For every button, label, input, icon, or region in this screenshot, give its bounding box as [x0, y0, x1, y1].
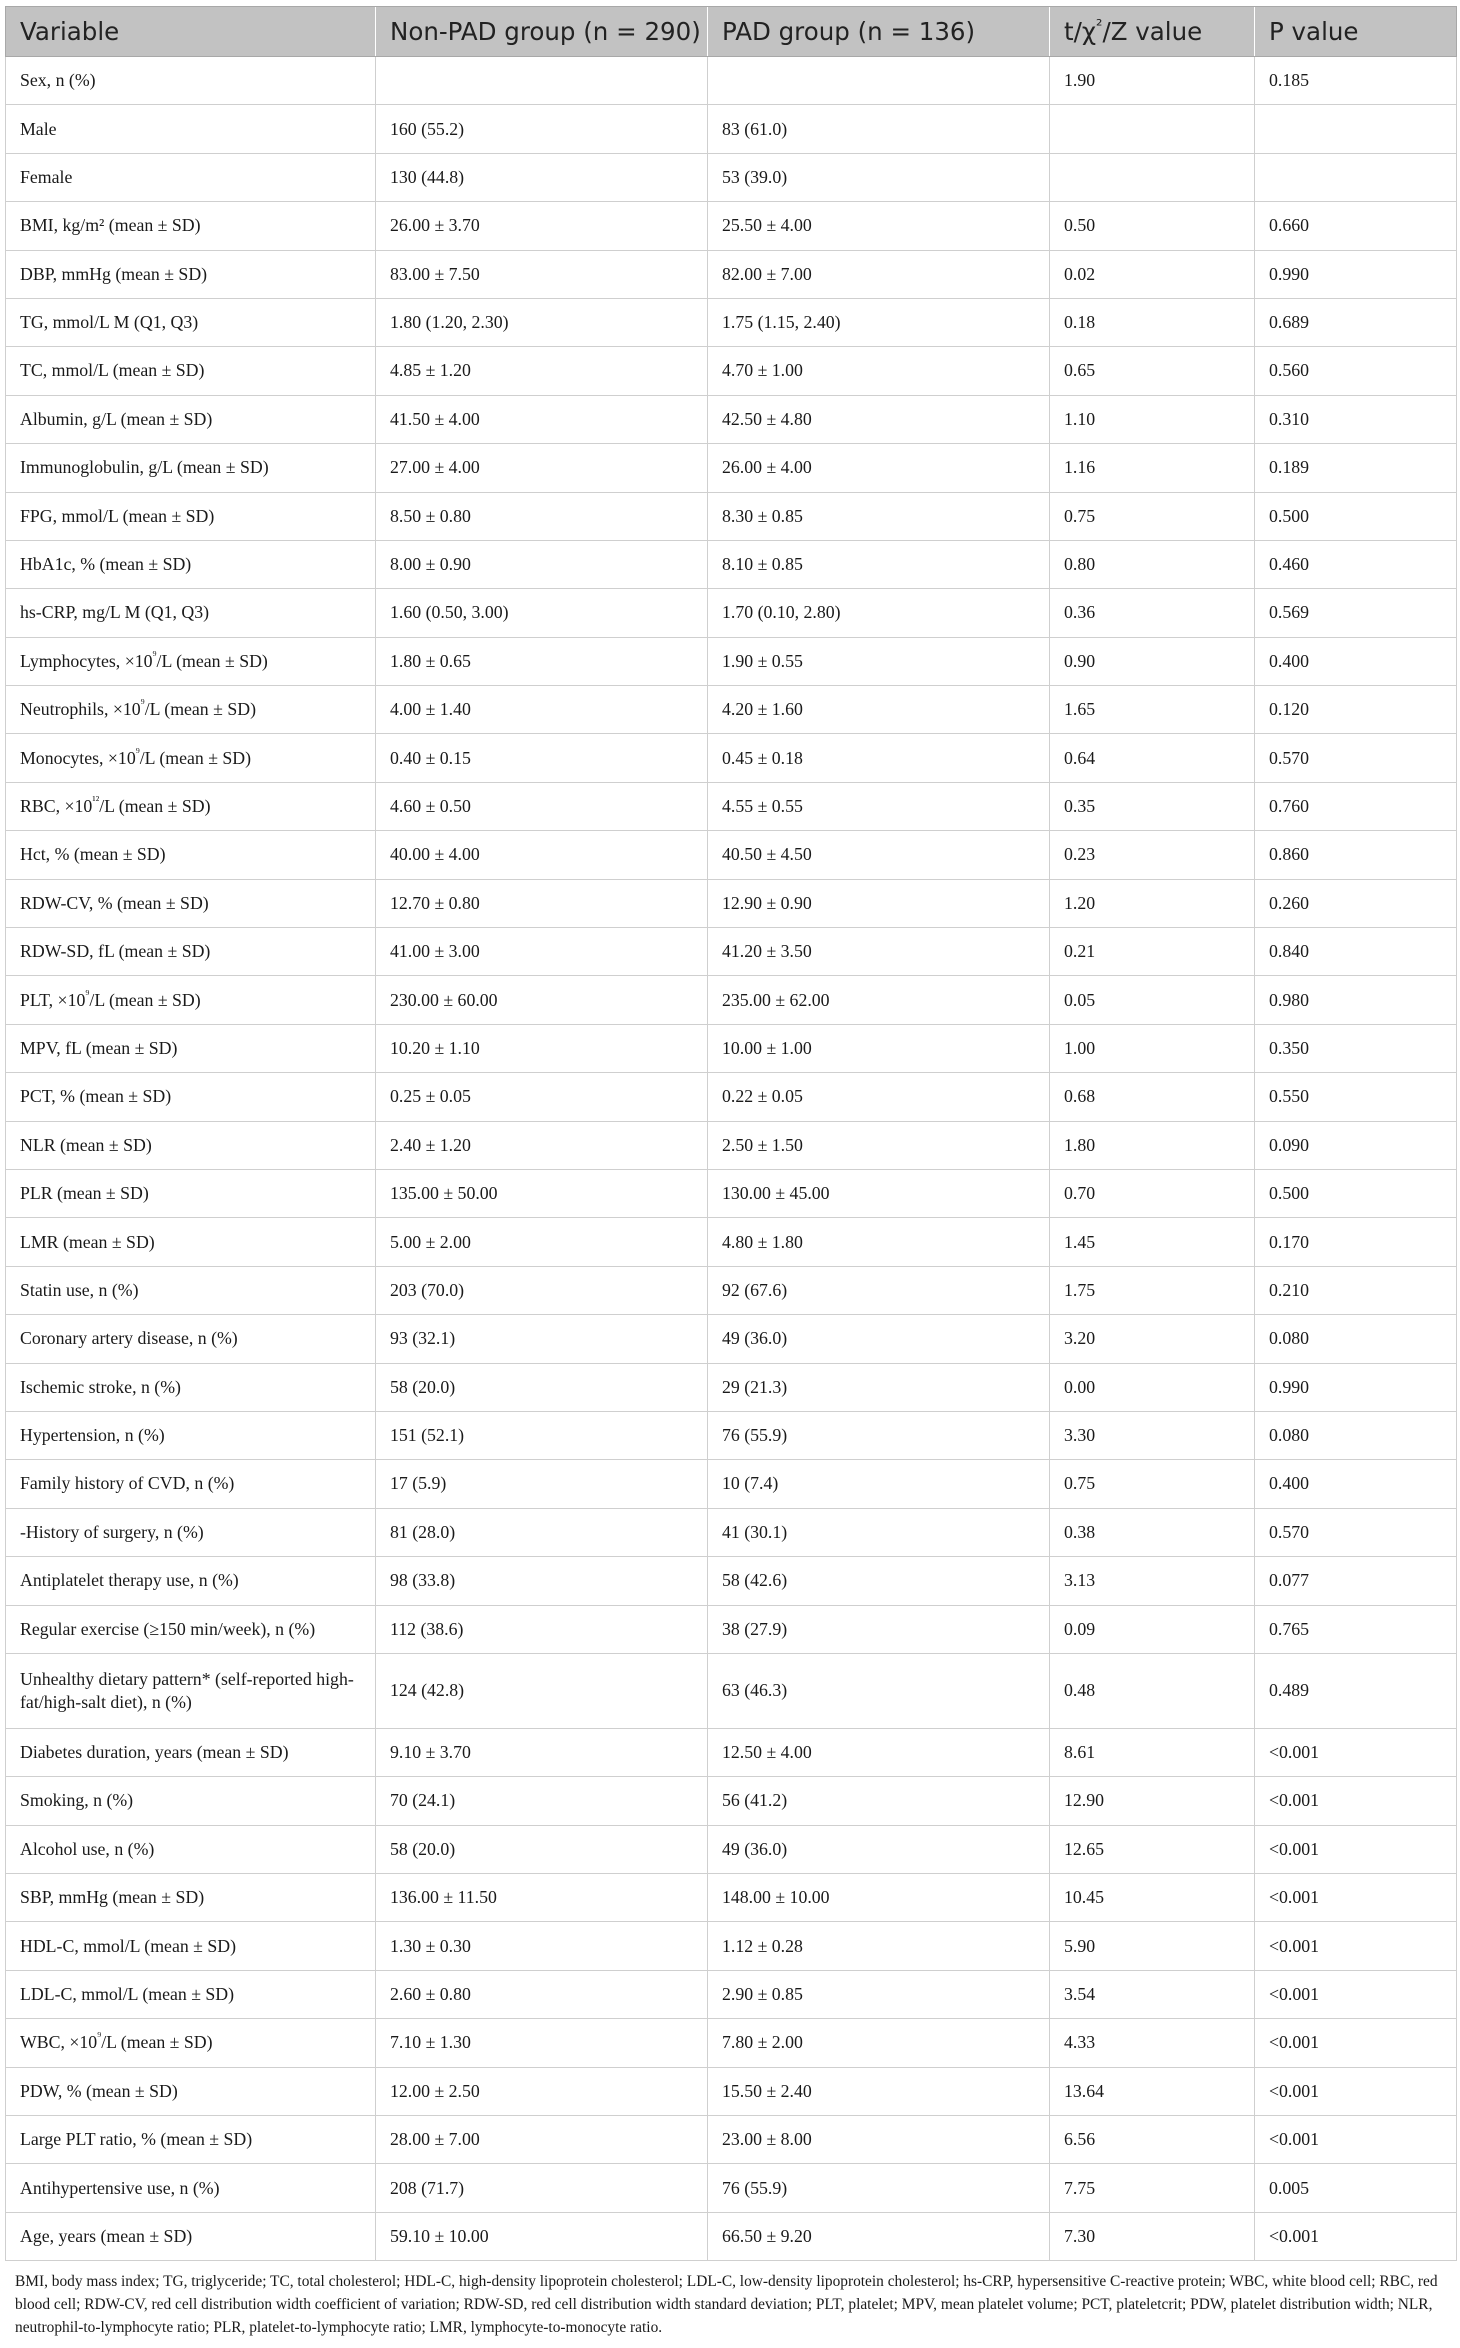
header-p-value: P value — [1255, 7, 1457, 57]
pad-value-cell — [708, 57, 1050, 105]
p-value-cell: 0.189 — [1255, 444, 1457, 492]
table-row — [6, 492, 1457, 540]
variable-cell: PLT, $\times 10^{^9}/L$ (mean ± SD) — [6, 976, 376, 1024]
variable-cell: Immunoglobulin, g/L (mean ± SD) — [6, 444, 376, 492]
pad-value-cell: 76 (55.9) — [708, 2164, 1050, 2212]
variable-cell: Alcohol use, n (%) — [6, 1825, 376, 1873]
table-row — [6, 105, 1457, 153]
table-row — [6, 782, 1457, 830]
pad-value-cell: 12.90 ± 0.90 — [708, 879, 1050, 927]
p-value-cell: 0.460 — [1255, 540, 1457, 588]
pad-value-cell: 1.70 (0.10, 2.80) — [708, 589, 1050, 637]
non-pad-value-cell: 93 (32.1) — [376, 1315, 708, 1363]
table-row — [6, 347, 1457, 395]
p-value-cell: 0.765 — [1255, 1605, 1457, 1653]
p-value-cell: 0.260 — [1255, 879, 1457, 927]
table-row — [6, 1218, 1457, 1266]
table-row — [6, 1825, 1457, 1873]
non-pad-value-cell: 1.30 ± 0.30 — [376, 1922, 708, 1970]
test-statistic-cell: 3.54 — [1050, 1970, 1255, 2018]
pad-value-cell: 76 (55.9) — [708, 1411, 1050, 1459]
p-value-cell: 0.560 — [1255, 347, 1457, 395]
p-value-cell: 0.077 — [1255, 1557, 1457, 1605]
p-value-cell: <0.001 — [1255, 1970, 1457, 2018]
non-pad-value-cell: 83.00 ± 7.50 — [376, 250, 708, 298]
variable-cell: SBP, mmHg (mean ± SD) — [6, 1874, 376, 1922]
variable-cell: Neutrophils, $\times 10^{^9}/L$ (mean ± SD) — [6, 686, 376, 734]
test-statistic-cell: 0.48 — [1050, 1653, 1255, 1728]
p-value-cell: 0.500 — [1255, 492, 1457, 540]
non-pad-value-cell: 230.00 ± 60.00 — [376, 976, 708, 1024]
p-value-cell: 0.090 — [1255, 1121, 1457, 1169]
p-value-cell: 0.170 — [1255, 1218, 1457, 1266]
p-value-cell: 0.120 — [1255, 686, 1457, 734]
non-pad-value-cell: 160 (55.2) — [376, 105, 708, 153]
header-test-statistic: $t/\chi^{^2}/Z$ value — [1050, 7, 1255, 57]
non-pad-value-cell: 28.00 ± 7.00 — [376, 2116, 708, 2164]
non-pad-value-cell: 70 (24.1) — [376, 1777, 708, 1825]
variable-cell: MPV, fL (mean ± SD) — [6, 1024, 376, 1072]
table-row — [6, 1777, 1457, 1825]
test-statistic-cell: 0.70 — [1050, 1169, 1255, 1217]
variable-cell: Monocytes, $\times 10^{^9}/L$ (mean ± SD) — [6, 734, 376, 782]
variable-cell: Large PLT ratio, % (mean ± SD) — [6, 2116, 376, 2164]
p-value-cell — [1255, 105, 1457, 153]
p-value-cell: 0.990 — [1255, 1363, 1457, 1411]
table-row — [6, 1728, 1457, 1776]
pad-value-cell: 92 (67.6) — [708, 1266, 1050, 1314]
pad-value-cell: 56 (41.2) — [708, 1777, 1050, 1825]
p-value-cell: <0.001 — [1255, 2019, 1457, 2067]
non-pad-value-cell: 7.10 ± 1.30 — [376, 2019, 708, 2067]
variable-cell: BMI, kg/m² (mean ± SD) — [6, 202, 376, 250]
variable-cell: Coronary artery disease, n (%) — [6, 1315, 376, 1363]
test-statistic-cell: 1.75 — [1050, 1266, 1255, 1314]
document — [5, 6, 1456, 2339]
variable-cell: Diabetes duration, years (mean ± SD) — [6, 1728, 376, 1776]
pad-value-cell: 63 (46.3) — [708, 1653, 1050, 1728]
non-pad-value-cell: 5.00 ± 2.00 — [376, 1218, 708, 1266]
non-pad-value-cell: 1.80 ± 0.65 — [376, 637, 708, 685]
non-pad-value-cell: 130 (44.8) — [376, 153, 708, 201]
test-statistic-cell: 7.75 — [1050, 2164, 1255, 2212]
table-row — [6, 1411, 1457, 1459]
variable-cell: Lymphocytes, $\times 10^{^9}/L$ (mean ± SD) — [6, 637, 376, 685]
variable-cell: RDW-CV, % (mean ± SD) — [6, 879, 376, 927]
table-row — [6, 250, 1457, 298]
variable-cell: Albumin, g/L (mean ± SD) — [6, 395, 376, 443]
p-value-cell: <0.001 — [1255, 2212, 1457, 2260]
pad-value-cell: 8.30 ± 0.85 — [708, 492, 1050, 540]
test-statistic-cell: 1.16 — [1050, 444, 1255, 492]
non-pad-value-cell: 0.25 ± 0.05 — [376, 1073, 708, 1121]
test-statistic-cell: 1.65 — [1050, 686, 1255, 734]
test-statistic-cell: 1.80 — [1050, 1121, 1255, 1169]
variable-cell: RDW-SD, fL (mean ± SD) — [6, 928, 376, 976]
variable-cell: Hypertension, n (%) — [6, 1411, 376, 1459]
variable-cell: Smoking, n (%) — [6, 1777, 376, 1825]
non-pad-value-cell: 4.60 ± 0.50 — [376, 782, 708, 830]
test-statistic-cell: 13.64 — [1050, 2067, 1255, 2115]
table-row — [6, 202, 1457, 250]
p-value-cell: 0.080 — [1255, 1315, 1457, 1363]
variable-cell: Sex, n (%) — [6, 57, 376, 105]
variable-cell: hs-CRP, mg/L M (Q1, Q3) — [6, 589, 376, 637]
variable-cell: NLR (mean ± SD) — [6, 1121, 376, 1169]
non-pad-value-cell: 2.40 ± 1.20 — [376, 1121, 708, 1169]
table-row — [6, 686, 1457, 734]
table-row — [6, 637, 1457, 685]
non-pad-value-cell — [376, 57, 708, 105]
table-row — [6, 1508, 1457, 1556]
pad-value-cell: 53 (39.0) — [708, 153, 1050, 201]
pad-value-cell: 7.80 ± 2.00 — [708, 2019, 1050, 2067]
test-statistic-cell: 10.45 — [1050, 1874, 1255, 1922]
table-row — [6, 1315, 1457, 1363]
p-value-cell: 0.840 — [1255, 928, 1457, 976]
pad-value-cell: 41.20 ± 3.50 — [708, 928, 1050, 976]
header-pad-group: PAD group (n = 136) — [708, 7, 1050, 57]
non-pad-value-cell: 98 (33.8) — [376, 1557, 708, 1605]
non-pad-value-cell: 4.85 ± 1.20 — [376, 347, 708, 395]
pad-value-cell: 4.70 ± 1.00 — [708, 347, 1050, 395]
variable-cell: PDW, % (mean ± SD) — [6, 2067, 376, 2115]
test-statistic-cell: 1.90 — [1050, 57, 1255, 105]
p-value-cell: 0.005 — [1255, 2164, 1457, 2212]
test-statistic-cell: 12.65 — [1050, 1825, 1255, 1873]
non-pad-value-cell: 4.00 ± 1.40 — [376, 686, 708, 734]
test-statistic-cell: 0.09 — [1050, 1605, 1255, 1653]
test-statistic-cell: 3.13 — [1050, 1557, 1255, 1605]
variable-cell: Age, years (mean ± SD) — [6, 2212, 376, 2260]
table-row — [6, 1266, 1457, 1314]
p-value-cell: <0.001 — [1255, 2116, 1457, 2164]
test-statistic-cell: 0.02 — [1050, 250, 1255, 298]
test-statistic-cell: 0.90 — [1050, 637, 1255, 685]
test-statistic-cell: 0.38 — [1050, 1508, 1255, 1556]
variable-cell: LMR (mean ± SD) — [6, 1218, 376, 1266]
header-non-pad-group: Non-PAD group (n = 290) — [376, 7, 708, 57]
non-pad-value-cell: 81 (28.0) — [376, 1508, 708, 1556]
test-statistic-cell: 1.10 — [1050, 395, 1255, 443]
non-pad-value-cell: 12.00 ± 2.50 — [376, 2067, 708, 2115]
pad-value-cell: 66.50 ± 9.20 — [708, 2212, 1050, 2260]
p-value-cell: 0.550 — [1255, 1073, 1457, 1121]
pad-value-cell: 82.00 ± 7.00 — [708, 250, 1050, 298]
variable-cell: PCT, % (mean ± SD) — [6, 1073, 376, 1121]
table-row — [6, 1121, 1457, 1169]
p-value-cell: 0.310 — [1255, 395, 1457, 443]
p-value-cell: 0.400 — [1255, 637, 1457, 685]
variable-cell: RBC, $\times 10^{^{12}}/L$ (mean ± SD) — [6, 782, 376, 830]
table-row — [6, 298, 1457, 346]
test-statistic-cell: 3.30 — [1050, 1411, 1255, 1459]
non-pad-value-cell: 1.60 (0.50, 3.00) — [376, 589, 708, 637]
pad-value-cell: 1.12 ± 0.28 — [708, 1922, 1050, 1970]
pad-value-cell: 4.55 ± 0.55 — [708, 782, 1050, 830]
test-statistic-cell: 6.56 — [1050, 2116, 1255, 2164]
test-statistic-cell: 5.90 — [1050, 1922, 1255, 1970]
variable-cell: Family history of CVD, n (%) — [6, 1460, 376, 1508]
test-statistic-cell: 0.80 — [1050, 540, 1255, 588]
table-body — [6, 57, 1457, 2261]
test-statistic-cell: 7.30 — [1050, 2212, 1255, 2260]
variable-cell: Male — [6, 105, 376, 153]
p-value-cell — [1255, 153, 1457, 201]
variable-cell: DBP, mmHg (mean ± SD) — [6, 250, 376, 298]
table-row — [6, 1874, 1457, 1922]
p-value-cell: 0.760 — [1255, 782, 1457, 830]
table-row — [6, 831, 1457, 879]
test-statistic-cell: 1.00 — [1050, 1024, 1255, 1072]
table-row — [6, 589, 1457, 637]
table-row — [6, 976, 1457, 1024]
test-statistic-cell: 1.45 — [1050, 1218, 1255, 1266]
table-row — [6, 928, 1457, 976]
pad-value-cell: 1.75 (1.15, 2.40) — [708, 298, 1050, 346]
test-statistic-cell: 0.23 — [1050, 831, 1255, 879]
pad-value-cell: 29 (21.3) — [708, 1363, 1050, 1411]
test-statistic-cell — [1050, 105, 1255, 153]
table-row — [6, 1605, 1457, 1653]
pad-value-cell: 2.50 ± 1.50 — [708, 1121, 1050, 1169]
pad-value-cell: 8.10 ± 0.85 — [708, 540, 1050, 588]
non-pad-value-cell: 9.10 ± 3.70 — [376, 1728, 708, 1776]
p-value-cell: 0.570 — [1255, 734, 1457, 782]
pad-value-cell: 83 (61.0) — [708, 105, 1050, 153]
p-value-cell: 0.689 — [1255, 298, 1457, 346]
table-row — [6, 1460, 1457, 1508]
p-value-cell: 0.500 — [1255, 1169, 1457, 1217]
non-pad-value-cell: 58 (20.0) — [376, 1825, 708, 1873]
table-row — [6, 1024, 1457, 1072]
test-statistic-cell: 0.64 — [1050, 734, 1255, 782]
non-pad-value-cell: 8.00 ± 0.90 — [376, 540, 708, 588]
pad-value-cell: 235.00 ± 62.00 — [708, 976, 1050, 1024]
non-pad-value-cell: 151 (52.1) — [376, 1411, 708, 1459]
test-statistic-cell: 3.20 — [1050, 1315, 1255, 1363]
non-pad-value-cell: 58 (20.0) — [376, 1363, 708, 1411]
pad-value-cell: 26.00 ± 4.00 — [708, 444, 1050, 492]
non-pad-value-cell: 136.00 ± 11.50 — [376, 1874, 708, 1922]
table-row — [6, 1169, 1457, 1217]
non-pad-value-cell: 1.80 (1.20, 2.30) — [376, 298, 708, 346]
variable-cell: Antihypertensive use, n (%) — [6, 2164, 376, 2212]
p-value-cell: 0.860 — [1255, 831, 1457, 879]
p-value-cell: <0.001 — [1255, 1728, 1457, 1776]
pad-value-cell: 58 (42.6) — [708, 1557, 1050, 1605]
pad-value-cell: 10 (7.4) — [708, 1460, 1050, 1508]
pad-value-cell: 0.22 ± 0.05 — [708, 1073, 1050, 1121]
table-row — [6, 153, 1457, 201]
non-pad-value-cell: 17 (5.9) — [376, 1460, 708, 1508]
pad-value-cell: 25.50 ± 4.00 — [708, 202, 1050, 250]
table-row — [6, 1653, 1457, 1728]
test-statistic-cell: 0.75 — [1050, 1460, 1255, 1508]
p-value-cell: 0.980 — [1255, 976, 1457, 1024]
p-value-cell: 0.210 — [1255, 1266, 1457, 1314]
non-pad-value-cell: 40.00 ± 4.00 — [376, 831, 708, 879]
variable-cell: Statin use, n (%) — [6, 1266, 376, 1314]
test-statistic-cell — [1050, 153, 1255, 201]
baseline-characteristics-table — [5, 6, 1457, 2261]
non-pad-value-cell: 12.70 ± 0.80 — [376, 879, 708, 927]
variable-cell: Female — [6, 153, 376, 201]
variable-cell: FPG, mmol/L (mean ± SD) — [6, 492, 376, 540]
variable-cell: Regular exercise (≥150 min/week), n (%) — [6, 1605, 376, 1653]
non-pad-value-cell: 27.00 ± 4.00 — [376, 444, 708, 492]
table-row — [6, 2164, 1457, 2212]
table-row — [6, 57, 1457, 105]
variable-cell: WBC, $\times 10^{^9}/L$ (mean ± SD) — [6, 2019, 376, 2067]
pad-value-cell: 0.45 ± 0.18 — [708, 734, 1050, 782]
pad-value-cell: 23.00 ± 8.00 — [708, 2116, 1050, 2164]
table-row — [6, 540, 1457, 588]
non-pad-value-cell: 112 (38.6) — [376, 1605, 708, 1653]
table-row — [6, 879, 1457, 927]
variable-cell: PLR (mean ± SD) — [6, 1169, 376, 1217]
pad-value-cell: 49 (36.0) — [708, 1825, 1050, 1873]
test-statistic-cell: 0.50 — [1050, 202, 1255, 250]
test-statistic-cell: 0.18 — [1050, 298, 1255, 346]
pad-value-cell: 38 (27.9) — [708, 1605, 1050, 1653]
table-row — [6, 2019, 1457, 2067]
non-pad-value-cell: 10.20 ± 1.10 — [376, 1024, 708, 1072]
non-pad-value-cell: 26.00 ± 3.70 — [376, 202, 708, 250]
table-row — [6, 444, 1457, 492]
pad-value-cell: 2.90 ± 0.85 — [708, 1970, 1050, 2018]
variable-cell: Ischemic stroke, n (%) — [6, 1363, 376, 1411]
variable-cell: HbA1c, % (mean ± SD) — [6, 540, 376, 588]
p-value-cell: <0.001 — [1255, 1922, 1457, 1970]
p-value-cell: <0.001 — [1255, 2067, 1457, 2115]
test-statistic-cell: 4.33 — [1050, 2019, 1255, 2067]
test-statistic-cell: 0.05 — [1050, 976, 1255, 1024]
header-variable: Variable — [6, 7, 376, 57]
pad-value-cell: 15.50 ± 2.40 — [708, 2067, 1050, 2115]
pad-value-cell: 41 (30.1) — [708, 1508, 1050, 1556]
table-row — [6, 1363, 1457, 1411]
p-value-cell: 0.660 — [1255, 202, 1457, 250]
table-row — [6, 1073, 1457, 1121]
p-value-cell: 0.400 — [1255, 1460, 1457, 1508]
variable-cell: TG, mmol/L M (Q1, Q3) — [6, 298, 376, 346]
pad-value-cell: 148.00 ± 10.00 — [708, 1874, 1050, 1922]
pad-value-cell: 1.90 ± 0.55 — [708, 637, 1050, 685]
pad-value-cell: 42.50 ± 4.80 — [708, 395, 1050, 443]
test-statistic-cell: 0.68 — [1050, 1073, 1255, 1121]
test-statistic-cell: 0.75 — [1050, 492, 1255, 540]
p-value-cell: <0.001 — [1255, 1825, 1457, 1873]
pad-value-cell: 40.50 ± 4.50 — [708, 831, 1050, 879]
table-row — [6, 2212, 1457, 2260]
non-pad-value-cell: 41.00 ± 3.00 — [376, 928, 708, 976]
table-row — [6, 1922, 1457, 1970]
p-value-cell: 0.570 — [1255, 1508, 1457, 1556]
non-pad-value-cell: 8.50 ± 0.80 — [376, 492, 708, 540]
non-pad-value-cell: 2.60 ± 0.80 — [376, 1970, 708, 2018]
pad-value-cell: 12.50 ± 4.00 — [708, 1728, 1050, 1776]
variable-cell: Antiplatelet therapy use, n (%) — [6, 1557, 376, 1605]
pad-value-cell: 4.80 ± 1.80 — [708, 1218, 1050, 1266]
non-pad-value-cell: 41.50 ± 4.00 — [376, 395, 708, 443]
non-pad-value-cell: 208 (71.7) — [376, 2164, 708, 2212]
p-value-cell: <0.001 — [1255, 1777, 1457, 1825]
non-pad-value-cell: 0.40 ± 0.15 — [376, 734, 708, 782]
test-statistic-cell: 0.65 — [1050, 347, 1255, 395]
p-value-cell: 0.569 — [1255, 589, 1457, 637]
table-header-row — [6, 7, 1457, 57]
table-row — [6, 734, 1457, 782]
variable-cell: TC, mmol/L (mean ± SD) — [6, 347, 376, 395]
test-statistic-cell: 0.35 — [1050, 782, 1255, 830]
non-pad-value-cell: 135.00 ± 50.00 — [376, 1169, 708, 1217]
table-row — [6, 2116, 1457, 2164]
pad-value-cell: 49 (36.0) — [708, 1315, 1050, 1363]
variable-cell: Unhealthy dietary pattern* (self-reported high-fat/high-salt diet), n (%) — [6, 1653, 376, 1728]
table-row — [6, 395, 1457, 443]
test-statistic-cell: 1.20 — [1050, 879, 1255, 927]
test-statistic-cell: 0.00 — [1050, 1363, 1255, 1411]
p-value-cell: 0.489 — [1255, 1653, 1457, 1728]
table-row — [6, 2067, 1457, 2115]
p-value-cell: 0.080 — [1255, 1411, 1457, 1459]
test-statistic-cell: 0.36 — [1050, 589, 1255, 637]
table-row — [6, 1970, 1457, 2018]
test-statistic-cell: 12.90 — [1050, 1777, 1255, 1825]
variable-cell: LDL-C, mmol/L (mean ± SD) — [6, 1970, 376, 2018]
test-statistic-cell: 8.61 — [1050, 1728, 1255, 1776]
p-value-cell: 0.350 — [1255, 1024, 1457, 1072]
pad-value-cell: 130.00 ± 45.00 — [708, 1169, 1050, 1217]
variable-cell: HDL-C, mmol/L (mean ± SD) — [6, 1922, 376, 1970]
variable-cell: -History of surgery, n (%) — [6, 1508, 376, 1556]
non-pad-value-cell: 124 (42.8) — [376, 1653, 708, 1728]
variable-cell: Hct, % (mean ± SD) — [6, 831, 376, 879]
table-row — [6, 1557, 1457, 1605]
p-value-cell: 0.990 — [1255, 250, 1457, 298]
table-footnote: BMI, body mass index; TG, triglyceride; TC, total cholesterol; HDL-C, high-density lipoprotein cholesterol; LDL-C, low-density lipoprotein cholesterol; hs-CRP, hypersensitive C-reactive protein; WBC, white blood cell; RBC, red blood cell; RDW-CV, red cell distribution width coefficient of variation; RDW-SD, red cell distribution width standard deviation; PLT, platelet; MPV, mean platelet volume; PCT, plateletcrit; PDW, platelet distribution width; NLR, neutrophil-to-lymphocyte ratio; PLR, platelet-to-lymphocyte ratio; LMR, lymphocyte-to-monocyte ratio. — [15, 2273, 1438, 2337]
test-statistic-cell: 0.21 — [1050, 928, 1255, 976]
p-value-cell: <0.001 — [1255, 1874, 1457, 1922]
non-pad-value-cell: 59.10 ± 10.00 — [376, 2212, 708, 2260]
p-value-cell: 0.185 — [1255, 57, 1457, 105]
non-pad-value-cell: 203 (70.0) — [376, 1266, 708, 1314]
pad-value-cell: 10.00 ± 1.00 — [708, 1024, 1050, 1072]
pad-value-cell: 4.20 ± 1.60 — [708, 686, 1050, 734]
